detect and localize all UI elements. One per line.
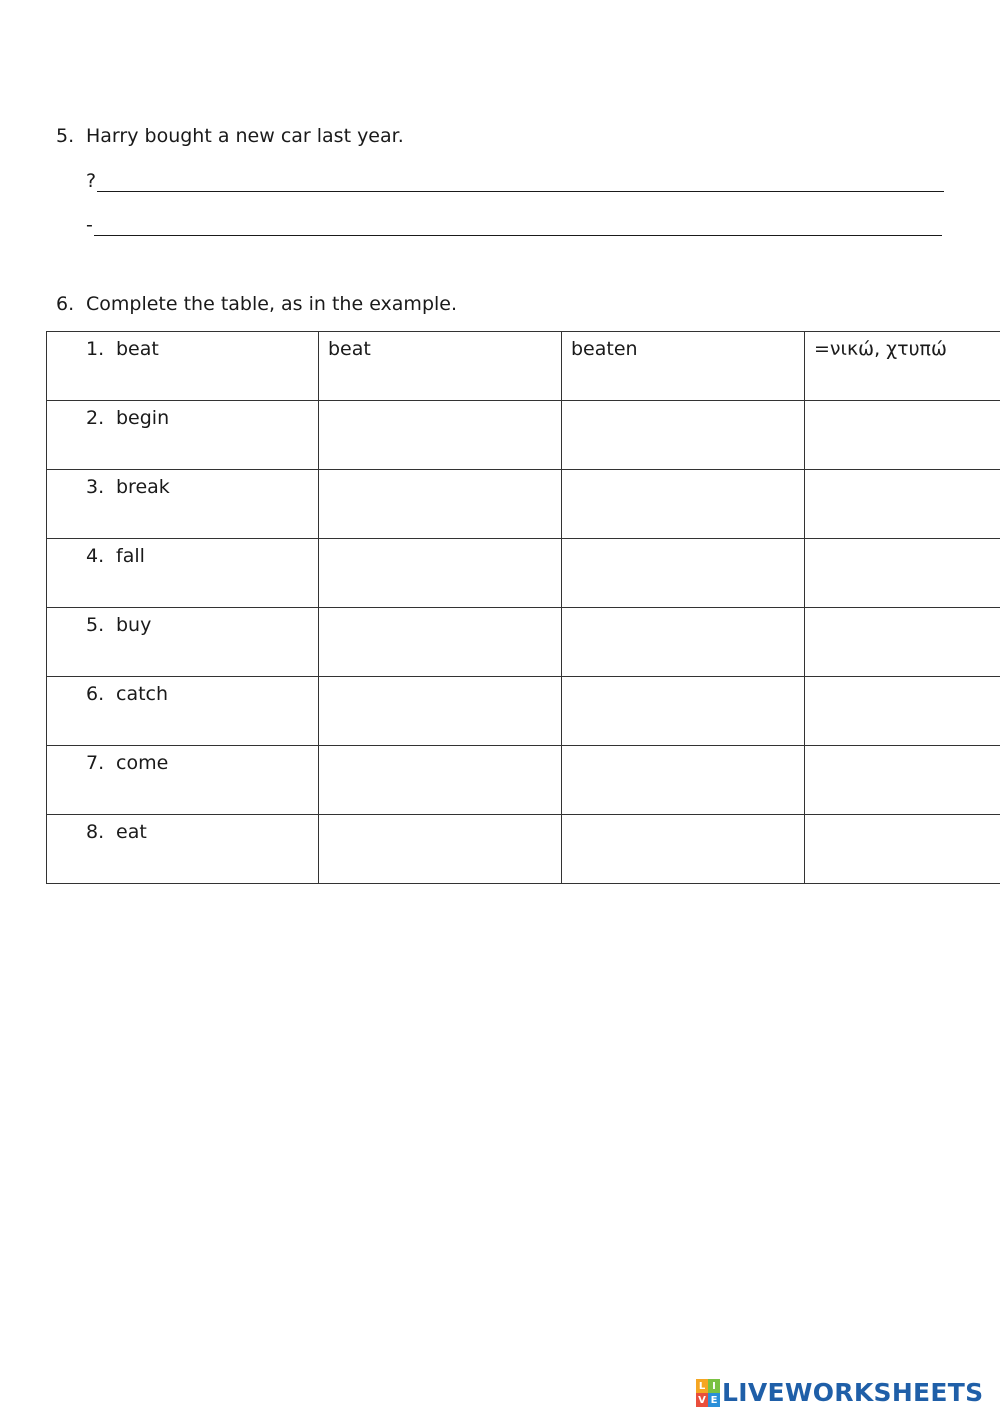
past-simple-cell[interactable]: [319, 815, 562, 884]
verb-base: break: [116, 476, 170, 498]
question-6-text: Complete the table, as in the example.: [86, 293, 458, 315]
verb-cell: [47, 401, 319, 470]
table-row: [47, 815, 1000, 884]
verb-cell: [47, 470, 319, 539]
table-row: [47, 332, 1000, 401]
past-participle-cell[interactable]: [562, 746, 805, 815]
question-5: [56, 124, 404, 148]
liveworksheets-logo: [696, 1378, 983, 1408]
question-5-text: Harry bought a new car last year.: [86, 125, 404, 147]
past-simple-cell[interactable]: beat: [319, 332, 562, 401]
verb-base: come: [116, 752, 169, 774]
meaning-cell[interactable]: [805, 539, 1000, 608]
past-simple-cell[interactable]: [319, 677, 562, 746]
verb-cell: [47, 746, 319, 815]
question-mark-label: ?: [86, 170, 97, 192]
liveworksheets-logo-icon: [696, 1379, 720, 1407]
logo-tile: E: [708, 1393, 720, 1407]
past-participle-cell[interactable]: [562, 401, 805, 470]
verb-cell: [47, 608, 319, 677]
verb-base: fall: [116, 545, 145, 567]
table-row: [47, 401, 1000, 470]
verb-base: buy: [116, 614, 152, 636]
row-number: 4.: [86, 545, 105, 567]
verb-base: eat: [116, 821, 147, 843]
verb-base: begin: [116, 407, 170, 429]
past-participle-cell[interactable]: [562, 677, 805, 746]
table-row: [47, 539, 1000, 608]
meaning-cell[interactable]: [805, 815, 1000, 884]
logo-tile: L: [696, 1379, 708, 1393]
row-number: 1.: [86, 338, 105, 360]
meaning-cell[interactable]: [805, 470, 1000, 539]
verb-table: [46, 331, 1000, 884]
past-participle-cell[interactable]: [562, 470, 805, 539]
row-number: 3.: [86, 476, 105, 498]
past-participle-cell[interactable]: [562, 539, 805, 608]
verb-base: catch: [116, 683, 169, 705]
past-simple-cell[interactable]: [319, 746, 562, 815]
past-simple-cell[interactable]: [319, 539, 562, 608]
past-simple-cell[interactable]: [319, 470, 562, 539]
question-5-answer-question: [86, 166, 944, 192]
logo-tile: V: [696, 1393, 708, 1407]
past-participle-cell[interactable]: beaten: [562, 332, 805, 401]
question-5-answer-negative: [86, 210, 942, 236]
question-5-number: 5.: [56, 125, 75, 147]
question-answer-blank[interactable]: [97, 169, 944, 192]
table-row: [47, 746, 1000, 815]
past-simple-cell[interactable]: [319, 401, 562, 470]
row-number: 2.: [86, 407, 105, 429]
verb-cell: [47, 677, 319, 746]
past-simple-cell[interactable]: [319, 608, 562, 677]
row-number: 6.: [86, 683, 105, 705]
past-participle-cell[interactable]: [562, 815, 805, 884]
verb-cell: [47, 539, 319, 608]
question-6-number: 6.: [56, 293, 75, 315]
negative-answer-blank[interactable]: [94, 213, 942, 236]
verb-base: beat: [116, 338, 159, 360]
row-number: 8.: [86, 821, 105, 843]
negative-mark-label: -: [86, 214, 93, 236]
meaning-cell[interactable]: =νικώ, χτυπώ: [805, 332, 1000, 401]
table-row: [47, 470, 1000, 539]
past-participle-cell[interactable]: [562, 608, 805, 677]
row-number: 5.: [86, 614, 105, 636]
question-6: [56, 292, 457, 316]
meaning-cell[interactable]: [805, 401, 1000, 470]
row-number: 7.: [86, 752, 105, 774]
logo-tile: I: [708, 1379, 720, 1393]
table-row: [47, 608, 1000, 677]
meaning-cell[interactable]: [805, 608, 1000, 677]
liveworksheets-logo-text: LIVEWORKSHEETS: [722, 1378, 984, 1407]
verb-cell: [47, 332, 319, 401]
table-row: [47, 677, 1000, 746]
meaning-cell[interactable]: [805, 677, 1000, 746]
verb-cell: [47, 815, 319, 884]
meaning-cell[interactable]: [805, 746, 1000, 815]
